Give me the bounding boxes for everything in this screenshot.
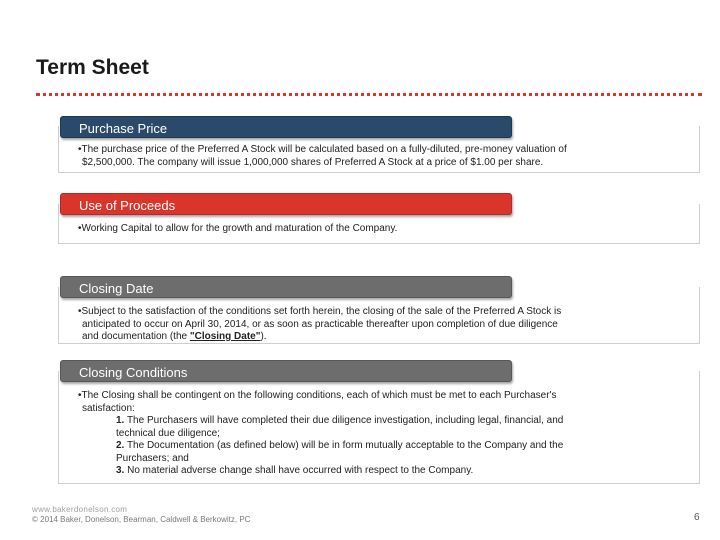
- condition-item: [78, 415, 633, 440]
- footer-url: www.bakerdonelson.com: [32, 505, 128, 514]
- closing-date-header: Closing Date: [60, 276, 512, 298]
- closing-date-defined-term: "Closing Date": [189, 331, 261, 342]
- purchase-price-header: Purchase Price: [60, 116, 512, 138]
- condition-item-text: The Purchasers will have completed their due diligence investigation, including legal, financial, and: [126, 415, 564, 426]
- closing-conditions-header: Closing Conditions: [60, 360, 512, 382]
- closing-date-line-3-pre: and documentation (the: [82, 331, 190, 342]
- purchase-price-line-1: •The purchase price of the Preferred A Stock will be calculated based on a fully-diluted, pre-money valuation of: [78, 144, 567, 155]
- condition-item-continuation: Purchasers; and: [116, 452, 189, 464]
- title-divider: [36, 93, 702, 96]
- purchase-price-line-2: $2,500,000. The company will issue 1,000,000 shares of Preferred A Stock at a price of $1.00 per share.: [82, 156, 544, 168]
- condition-item-text: The Documentation (as defined below) will be in form mutually acceptable to the Company and the: [126, 440, 564, 451]
- closing-date-line-3-post: ).: [260, 331, 267, 342]
- closing-date-line-1: •Subject to the satisfaction of the conditions set forth herein, the closing of the sale of the Preferred A Stock is: [78, 306, 562, 317]
- purchase-price-body: [78, 144, 633, 169]
- condition-item: [78, 465, 633, 478]
- condition-item-number: 2.: [116, 440, 125, 451]
- use-of-proceeds-line-1: •Working Capital to allow for the growth and maturation of the Company.: [78, 223, 398, 234]
- condition-item: [78, 440, 633, 465]
- closing-date-line-2: anticipated to occur on April 30, 2014, or as soon as practicable thereafter upon completion of due diligence: [82, 318, 558, 330]
- page-title: Term Sheet: [36, 56, 149, 79]
- footer-copyright: © 2014 Baker, Donelson, Bearman, Caldwell & Berkowitz, PC: [32, 515, 251, 524]
- use-of-proceeds-header: Use of Proceeds: [60, 193, 512, 215]
- use-of-proceeds-body: [78, 223, 633, 236]
- condition-item-number: 1.: [116, 415, 125, 426]
- closing-date-body: [78, 306, 633, 344]
- condition-item-text: No material adverse change shall have occurred with respect to the Company.: [127, 465, 474, 476]
- condition-item-number: 3.: [116, 465, 125, 476]
- closing-conditions-line-1: •The Closing shall be contingent on the following conditions, each of which must be met to each Purchaser's: [78, 390, 557, 401]
- closing-conditions-line-2: satisfaction:: [82, 402, 135, 414]
- closing-date-line-3: [78, 331, 633, 344]
- closing-conditions-body: [78, 390, 633, 478]
- condition-item-continuation: technical due diligence;: [116, 427, 220, 439]
- page-number: 6: [694, 512, 700, 523]
